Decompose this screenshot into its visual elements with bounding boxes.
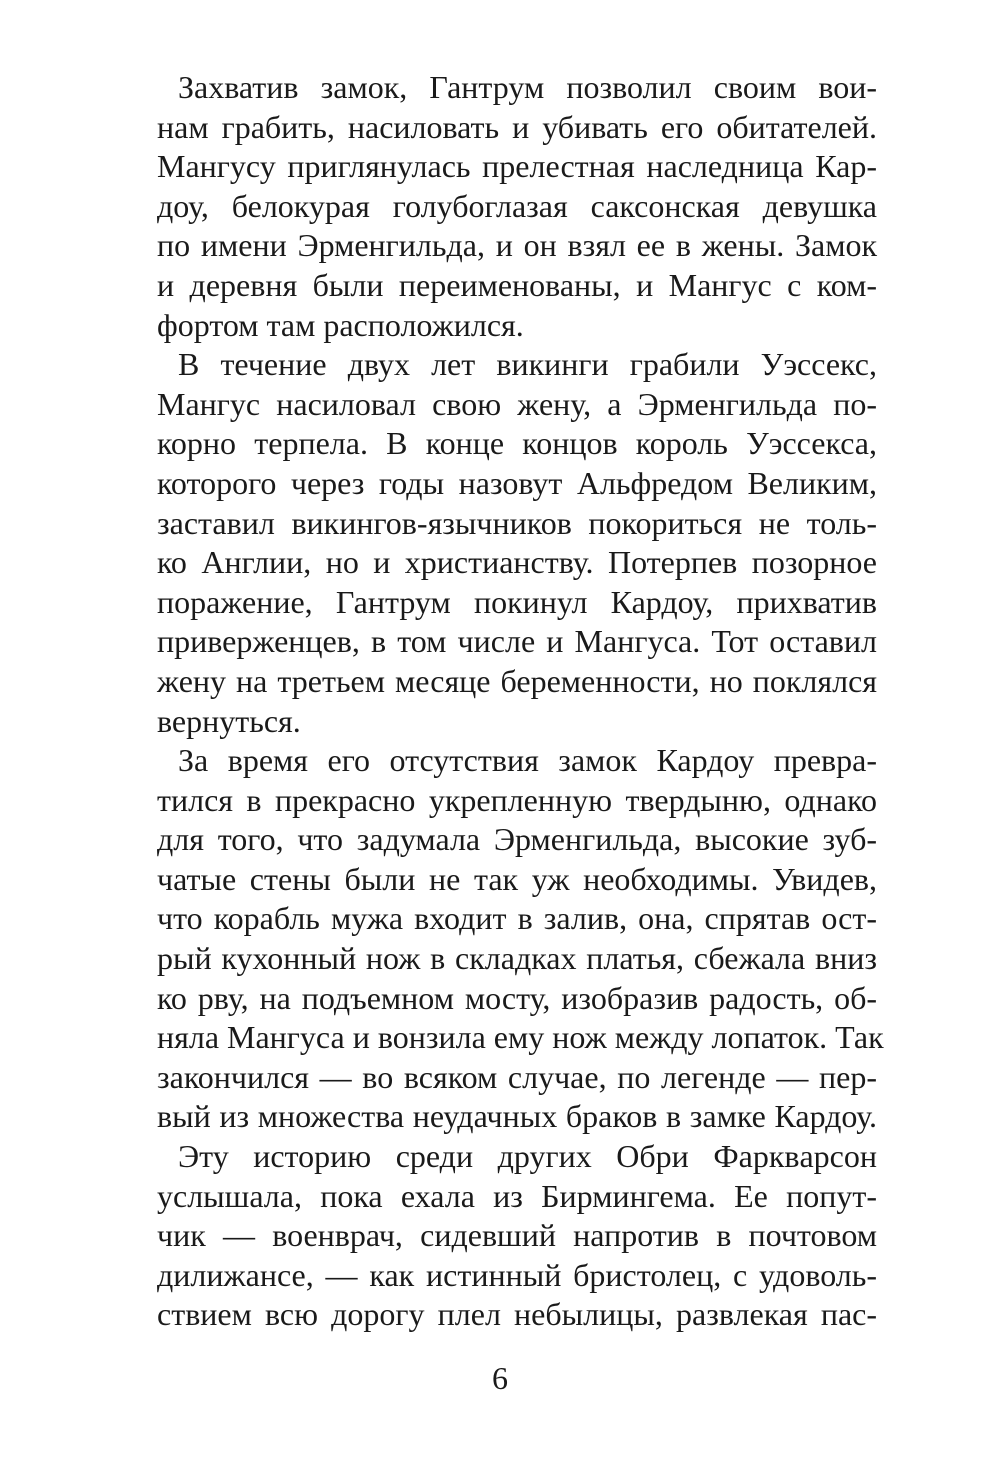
text-line: по имени Эрменгильда, и он взял ее в жены. Замок xyxy=(157,227,877,264)
text-line: жену на третьем месяце беременности, но поклялся xyxy=(157,662,877,699)
paragraph-4 xyxy=(157,1137,877,1335)
text-line: корно терпела. В конце концов король Уэссекса, xyxy=(157,425,877,462)
text-line: Мангус насиловал свою жену, а Эрменгильда по- xyxy=(157,385,877,422)
paragraph-3 xyxy=(157,741,884,1137)
text-line: ко рву, на подъемном мосту, изобразив радость, об- xyxy=(157,979,877,1016)
text-line: вый из множества неудачных браков в замке Кардоу. xyxy=(157,1098,877,1135)
text-line: приверженцев, в том числе и Мангуса. Тот оставил xyxy=(157,623,877,660)
text-line: чатые стены были не так уж необходимы. Увидев, xyxy=(157,860,877,897)
text-line: фортом там расположился. xyxy=(157,306,524,343)
page-number: 6 xyxy=(492,1360,508,1396)
text-line: заставил викингов-язычников покориться не толь- xyxy=(157,504,877,541)
text-line: В течение двух лет викинги грабили Уэссекс, xyxy=(178,346,877,383)
text-line: Эту историю среди других Обри Фарквaрсон xyxy=(178,1138,877,1175)
text-line: закончился — во всяком случае, по легенде — пер- xyxy=(157,1058,877,1095)
text-line: тился в прекрасно укрепленную твердыню, однако xyxy=(157,781,877,818)
text-line: Мангусу приглянулась прелестная наследница Кар- xyxy=(157,148,877,185)
text-line: для того, что задумала Эрменгильда, высокие зуб- xyxy=(157,821,877,858)
text-line: рый кухонный нож в складках платья, сбежала вниз xyxy=(157,940,877,977)
text-line: что корабль мужа входит в залив, она, спрятав ост- xyxy=(157,900,877,937)
text-line: Захватив замок, Гантрум позволил своим вои- xyxy=(178,69,877,105)
text-line: няла Мангуса и вонзила ему нож между лопаток. Так xyxy=(157,1019,884,1056)
text-line: дилижансе, — как истинный бристолец, с удоволь- xyxy=(157,1256,877,1293)
paragraph-1 xyxy=(157,68,877,345)
text-line: которого через годы назовут Альфредом Великим, xyxy=(157,464,877,501)
body-text xyxy=(157,68,884,1335)
text-line: ствием всю дорогу плел небылицы, развлекая пас- xyxy=(157,1296,877,1333)
text-line: За время его отсутствия замок Кардоу превра- xyxy=(178,742,877,779)
text-line: чик — военврач, сидевший напротив в почтовом xyxy=(157,1217,877,1254)
text-line: нам грабить, насиловать и убивать его обитателей. xyxy=(157,108,877,145)
text-line: поражение, Гантрум покинул Кардоу, прихватив xyxy=(157,583,877,620)
text-line: услышала, пока ехала из Бирмингема. Ее попут- xyxy=(157,1177,877,1214)
text-line: ко Англии, но и христианству. Потерпев позорное xyxy=(157,544,877,581)
paragraph-2 xyxy=(157,345,877,741)
text-line: доу, белокурая голубоглазая саксонская девушка xyxy=(157,187,877,224)
text-line: вернуться. xyxy=(157,702,301,739)
text-line: и деревня были переименованы, и Мангус с ком- xyxy=(157,266,877,303)
